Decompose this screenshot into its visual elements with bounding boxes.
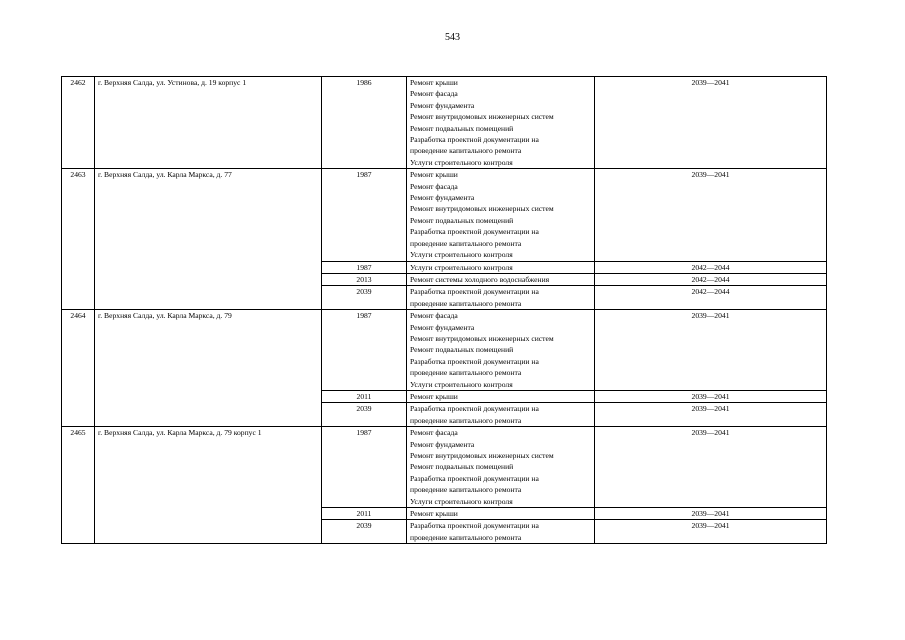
work-types bbox=[407, 273, 595, 285]
work-item: Услуги строительного контроля bbox=[410, 250, 513, 260]
work-item: Услуги строительного контроля bbox=[410, 157, 513, 167]
work-item: Ремонт фундамента bbox=[410, 193, 475, 203]
work-year: 2039 bbox=[322, 403, 407, 427]
work-item: Разработка проектной документации на bbox=[410, 135, 539, 145]
planned-period: 2039—2041 bbox=[595, 508, 827, 520]
work-item: Разработка проектной документации на bbox=[410, 404, 539, 414]
work-item: Ремонт фундамента bbox=[410, 439, 475, 449]
work-year: 1986 bbox=[322, 77, 407, 169]
planned-period: 2042—2044 bbox=[595, 273, 827, 285]
work-item: проведение капитального ремонта bbox=[410, 415, 522, 425]
work-item: Ремонт крыши bbox=[410, 170, 458, 180]
work-item: Ремонт фасада bbox=[410, 181, 458, 191]
work-types bbox=[407, 427, 595, 508]
entry-address: г. Верхняя Салда, ул. Карла Маркса, д. 79 bbox=[95, 310, 322, 427]
work-item: Разработка проектной документации на bbox=[410, 473, 539, 483]
work-item: Ремонт подвальных помещений bbox=[410, 123, 514, 133]
work-item: проведение капитального ремонта bbox=[410, 532, 522, 542]
entry-address: г. Верхняя Салда, ул. Карла Маркса, д. 77 bbox=[95, 169, 322, 310]
work-types bbox=[407, 310, 595, 391]
work-item: Ремонт внутридомовых инженерных систем bbox=[410, 204, 554, 214]
planned-period: 2039—2041 bbox=[595, 310, 827, 391]
table-body bbox=[62, 77, 827, 544]
work-item: Разработка проектной документации на bbox=[410, 356, 539, 366]
table-row bbox=[62, 77, 827, 169]
work-types bbox=[407, 77, 595, 169]
work-item: Разработка проектной документации на bbox=[410, 521, 539, 531]
entry-address: г. Верхняя Салда, ул. Устинова, д. 19 корпус 1 bbox=[95, 77, 322, 169]
work-year: 2039 bbox=[322, 520, 407, 544]
work-types bbox=[407, 403, 595, 427]
work-item: проведение капитального ремонта bbox=[410, 485, 522, 495]
work-year: 2039 bbox=[322, 286, 407, 310]
work-item: Ремонт подвальных помещений bbox=[410, 462, 514, 472]
planned-period: 2039—2041 bbox=[595, 403, 827, 427]
work-item: Разработка проектной документации на bbox=[410, 227, 539, 237]
work-types bbox=[407, 508, 595, 520]
planned-period: 2039—2041 bbox=[595, 427, 827, 508]
entry-address: г. Верхняя Салда, ул. Карла Маркса, д. 79 корпус 1 bbox=[95, 427, 322, 544]
page-number: 543 bbox=[445, 32, 460, 43]
planned-period: 2039—2041 bbox=[595, 77, 827, 169]
planned-period: 2039—2041 bbox=[595, 520, 827, 544]
planned-period: 2042—2044 bbox=[595, 261, 827, 273]
work-item: Ремонт крыши bbox=[410, 78, 458, 87]
work-item: Ремонт системы холодного водоснабжения bbox=[410, 274, 550, 284]
work-types bbox=[407, 169, 595, 261]
entry-number: 2465 bbox=[62, 427, 95, 544]
work-item: Ремонт подвальных помещений bbox=[410, 345, 514, 355]
work-item: Ремонт крыши bbox=[410, 509, 458, 519]
work-item: Ремонт внутридомовых инженерных систем bbox=[410, 451, 554, 460]
work-item: проведение капитального ремонта bbox=[410, 368, 522, 378]
work-year: 1987 bbox=[322, 310, 407, 391]
work-item: Ремонт фасада bbox=[410, 89, 458, 99]
work-year: 1987 bbox=[322, 427, 407, 508]
work-item: Ремонт фасада bbox=[410, 311, 458, 321]
planned-period: 2042—2044 bbox=[595, 286, 827, 310]
work-item: Ремонт внутридомовых инженерных систем bbox=[410, 112, 554, 122]
work-item: проведение капитального ремонта bbox=[410, 298, 522, 308]
work-year: 2011 bbox=[322, 390, 407, 402]
planned-period: 2039—2041 bbox=[595, 169, 827, 261]
work-year: 2013 bbox=[322, 273, 407, 285]
table-row bbox=[62, 169, 827, 261]
entry-number: 2463 bbox=[62, 169, 95, 310]
table-row bbox=[62, 310, 827, 391]
entry-number: 2462 bbox=[62, 77, 95, 169]
work-item: Ремонт фундамента bbox=[410, 322, 475, 332]
work-year: 2011 bbox=[322, 508, 407, 520]
work-item: Ремонт крыши bbox=[410, 391, 458, 401]
work-year: 1987 bbox=[322, 261, 407, 273]
work-types bbox=[407, 286, 595, 310]
work-item: Услуги строительного контроля bbox=[410, 379, 513, 389]
entry-number: 2464 bbox=[62, 310, 95, 427]
work-types bbox=[407, 390, 595, 402]
work-item: Услуги строительного контроля bbox=[410, 496, 513, 506]
work-item: Услуги строительного контроля bbox=[410, 262, 513, 272]
work-year: 1987 bbox=[322, 169, 407, 261]
work-item: проведение капитального ремонта bbox=[410, 238, 522, 248]
table-row bbox=[62, 427, 827, 508]
work-item: Ремонт фасада bbox=[410, 428, 458, 438]
work-item: Разработка проектной документации на bbox=[410, 287, 539, 297]
work-types bbox=[407, 520, 595, 544]
repair-schedule-table bbox=[61, 76, 827, 544]
planned-period: 2039—2041 bbox=[595, 390, 827, 402]
work-item: Ремонт внутридомовых инженерных систем bbox=[410, 333, 554, 343]
work-types bbox=[407, 261, 595, 273]
work-item: Ремонт подвальных помещений bbox=[410, 215, 514, 225]
work-item: проведение капитального ремонта bbox=[410, 146, 522, 156]
work-item: Ремонт фундамента bbox=[410, 100, 475, 110]
